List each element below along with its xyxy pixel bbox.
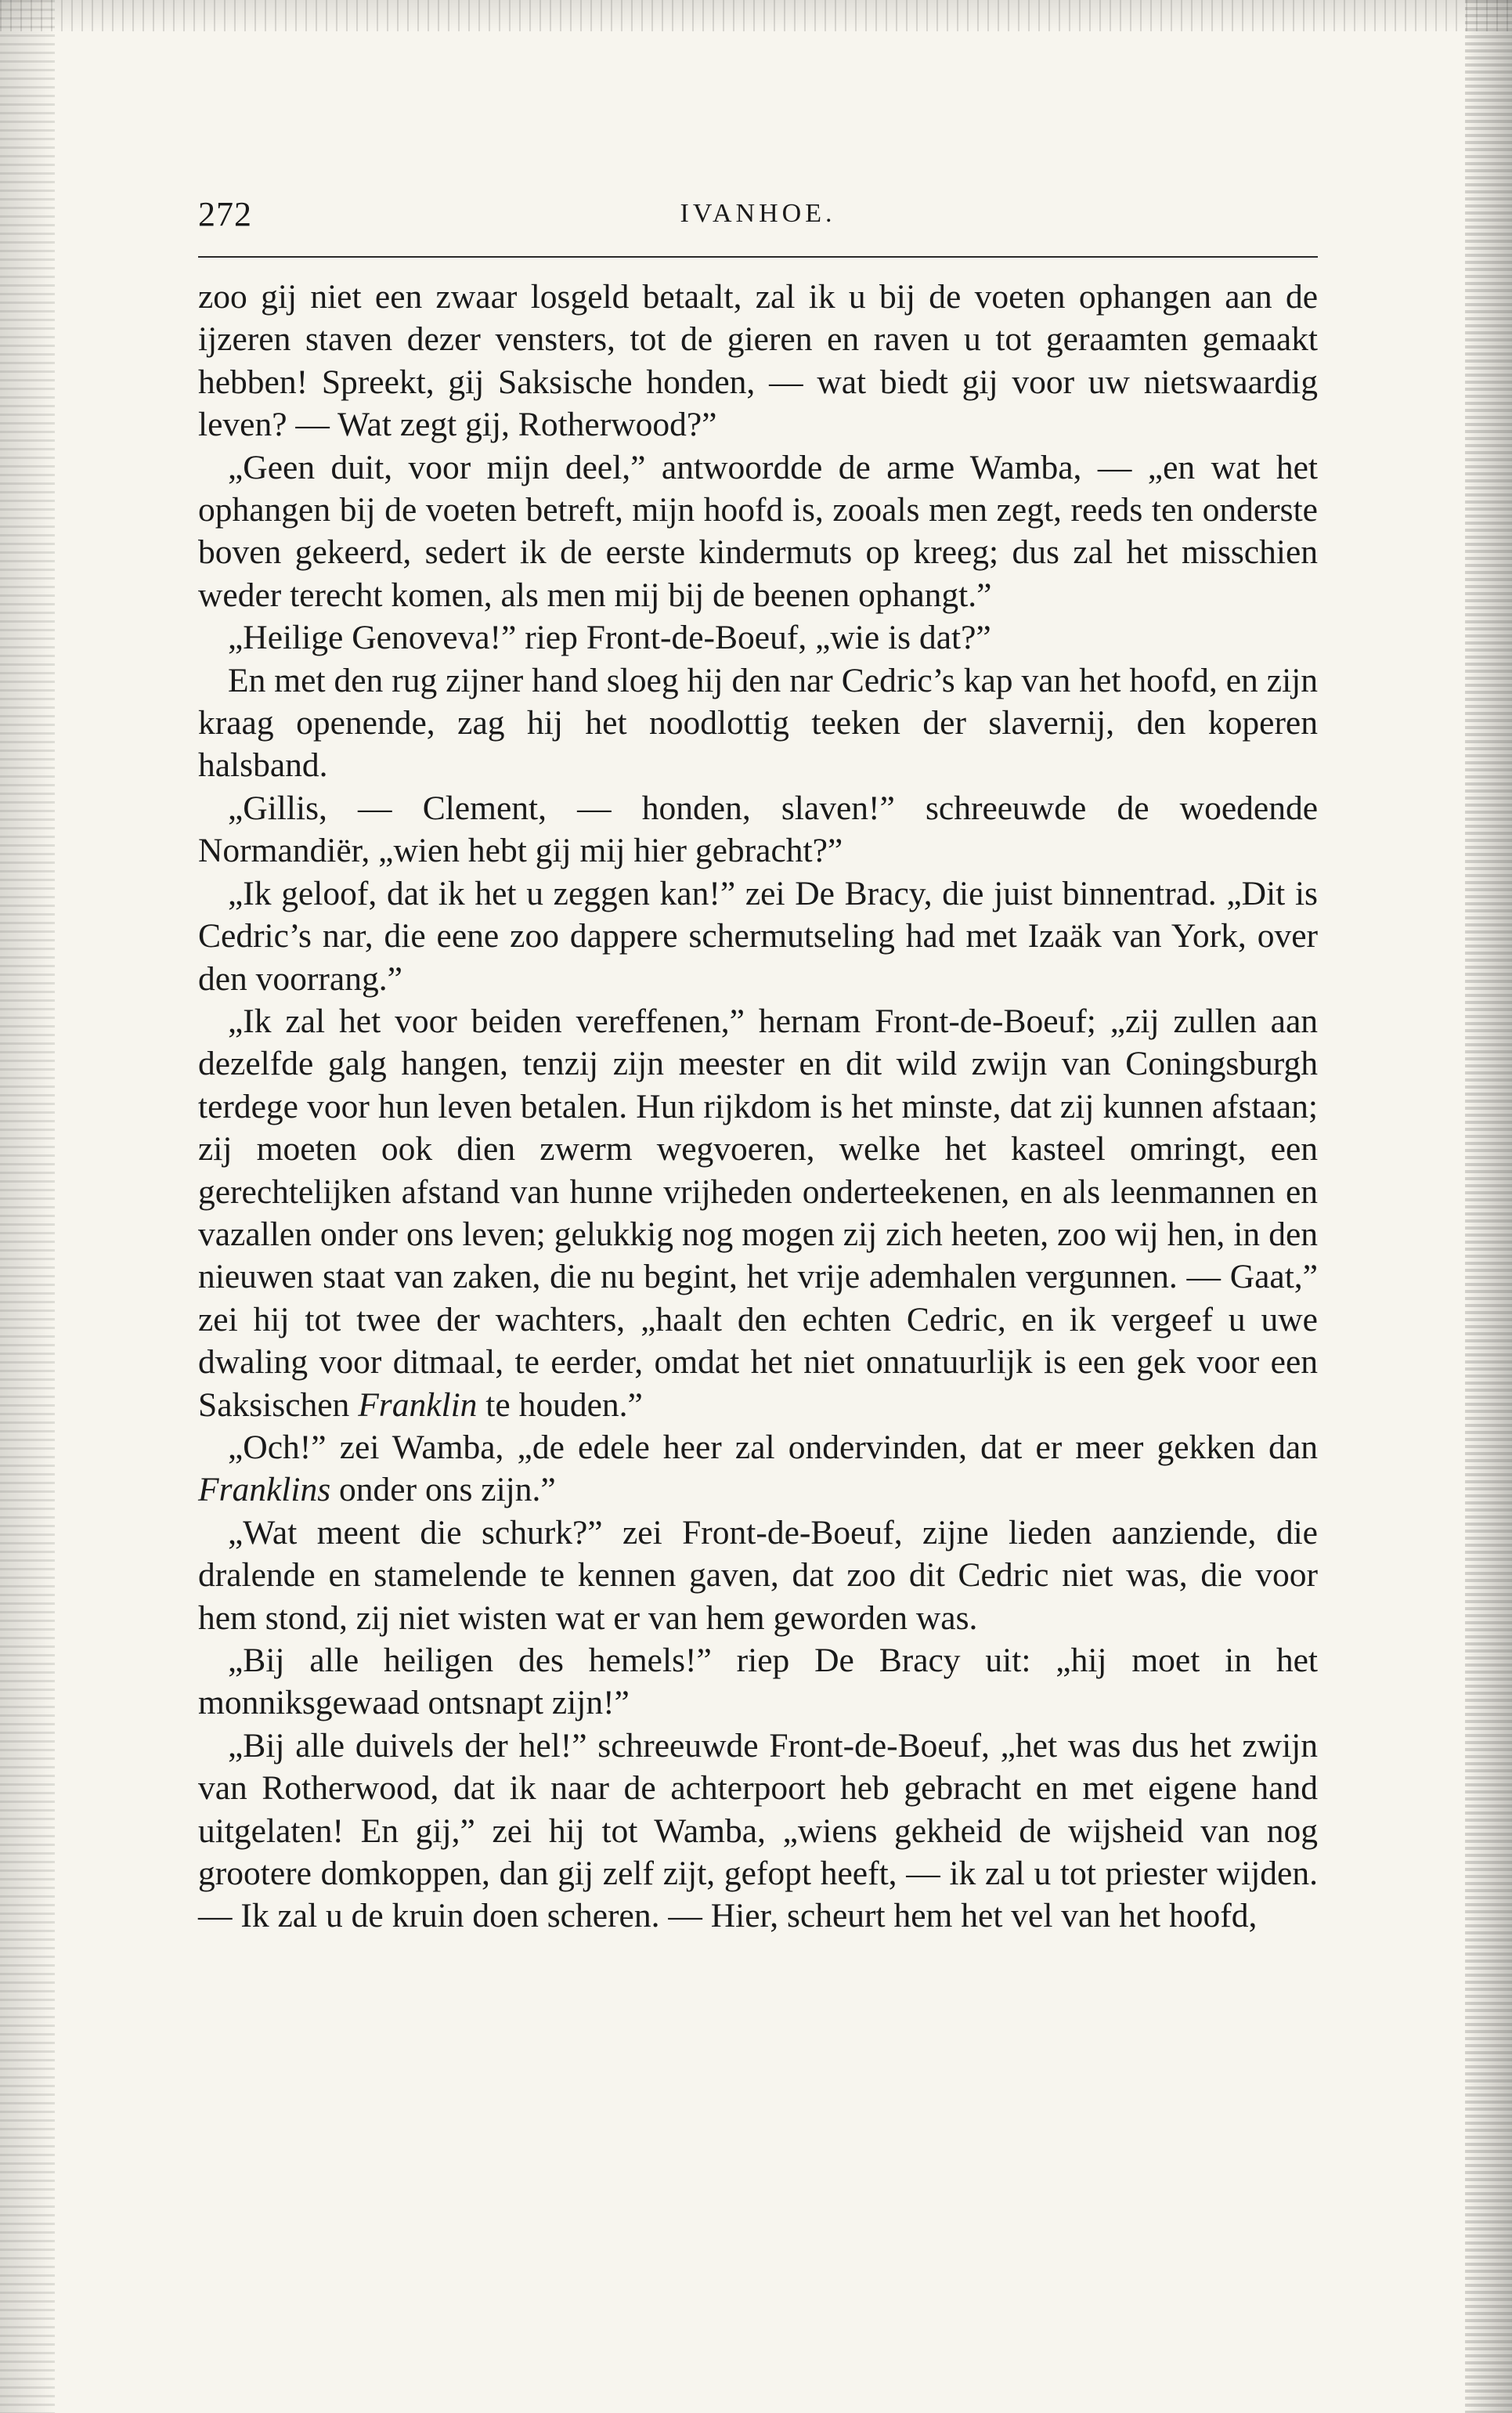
paragraph-5: „Gillis, — Clement, — honden, slaven!” schreeuwde de woedende Normandiër, „wien hebt gij mij hier gebracht?”	[198, 789, 1318, 870]
paragraph-2: „Geen duit, voor mijn deel,” antwoordde de arme Wamba, — „en wat het ophangen bij de voeten betreft, mijn hoofd is, zooals men zegt, reeds ten onderste boven gekeerd, sedert ik de eerste kindermuts op kreeg; dus zal het misschien weder terecht komen, als men mij bij de beenen ophangt.”	[198, 448, 1318, 614]
paragraph-6: „Ik geloof, dat ik het u zeggen kan!” zei De Bracy, die juist binnentrad. „Dit is Cedric’s nar, die eene zoo dappere schermutseling had met Izaäk van York, over den voorrang.”	[198, 874, 1318, 998]
paragraph-8-tail: onder ons zijn.”	[330, 1471, 556, 1509]
scan-edge-top	[0, 0, 1512, 31]
italic-franklins: Franklins	[198, 1471, 331, 1509]
paragraph-1: zoo gij niet een zwaar losgeld betaalt, zal ik u bij de voeten ophangen aan de ijzeren staven dezer vensters, tot de gieren en raven u tot geraamten gemaakt hebben! Spreekt, gij Saksische honden, — wat biedt gij voor uw nietswaardig leven? — Wat zegt gij, Rotherwood?”	[198, 278, 1318, 444]
header-rule	[198, 256, 1318, 258]
running-title: IVANHOE.	[680, 199, 836, 228]
body-text	[198, 276, 1318, 1938]
page-number: 272	[198, 195, 252, 233]
paragraph-9: „Wat meent die schurk?” zei Front-de-Boeuf, zijne lieden aanziende, die dralende en stamelende te kennen gaven, dat zoo dit Cedric niet was, die voor hem stond, zij niet wisten wat er van hem geworden was.	[198, 1513, 1318, 1637]
paragraph-7	[198, 1000, 1318, 1426]
italic-franklin: Franklin	[358, 1385, 478, 1424]
paragraph-7-text: „Ik zal het voor beiden vereffenen,” hernam Front-de-Boeuf; „zij zullen aan dezelfde galg hangen, tenzij zijn meester en dit wild zwijn van Coningsburgh terdege voor hun leven betalen. Hun rijkdom is het minste, dat zij kunnen afstaan; zij moeten ook dien zwerm wegvoeren, welke het kasteel omringt, een gerechtelijken afstand van hunne vrijheden onderteekenen, en als leenmannen en vazallen onder ons leven; gelukkig nog mogen zij zich heeten, zoo wij hen, in den nieuwen staat van zaken, die nu begint, het vrije ademhalen vergunnen. — Gaat,” zei hij tot twee der wachters, „haalt den echten Cedric, en ik vergeef u uwe dwaling voor ditmaal, te eerder, omdat het niet onnatuurlijk is een gek voor een Saksischen	[198, 1002, 1318, 1424]
paragraph-7-end: houden.”	[518, 1385, 643, 1424]
scan-edge-right	[1465, 0, 1512, 2413]
scan-edge-left	[0, 0, 55, 2413]
paragraph-4: En met den rug zijner hand sloeg hij den nar Cedric’s kap van het hoofd, en zijn kraag openende, zag hij het noodlottig teeken der slavernij, den koperen halsband.	[198, 661, 1318, 785]
paragraph-10: „Bij alle heiligen des hemels!” riep De Bracy uit: „hij moet in het monniksgewaad ontsnapt zijn!”	[198, 1642, 1318, 1722]
paragraph-3: „Heilige Genoveva!” riep Front-de-Boeuf, „wie is dat?”	[228, 619, 991, 657]
paragraph-8-text: „Och!” zei Wamba, „de edele heer zal ondervinden, dat er meer gekken dan	[228, 1428, 1318, 1466]
page-header	[198, 194, 1318, 249]
paragraph-7-tail: te	[477, 1385, 511, 1424]
paragraph-11: „Bij alle duivels der hel!” schreeuwde Front-de-Boeuf, „het was dus het zwijn van Rotherwood, dat ik naar de achterpoort heb gebracht en met eigene hand uitgelaten! En gij,” zei hij tot Wamba, „wiens gekheid de wijsheid van nog grootere domkoppen, dan gij zelf zijt, gefopt heeft, — ik zal u tot priester wijden. — Ik zal u de kruin doen scheren. — Hier, scheurt hem het vel van het hoofd,	[198, 1726, 1318, 1935]
paragraph-8	[198, 1426, 1318, 1512]
